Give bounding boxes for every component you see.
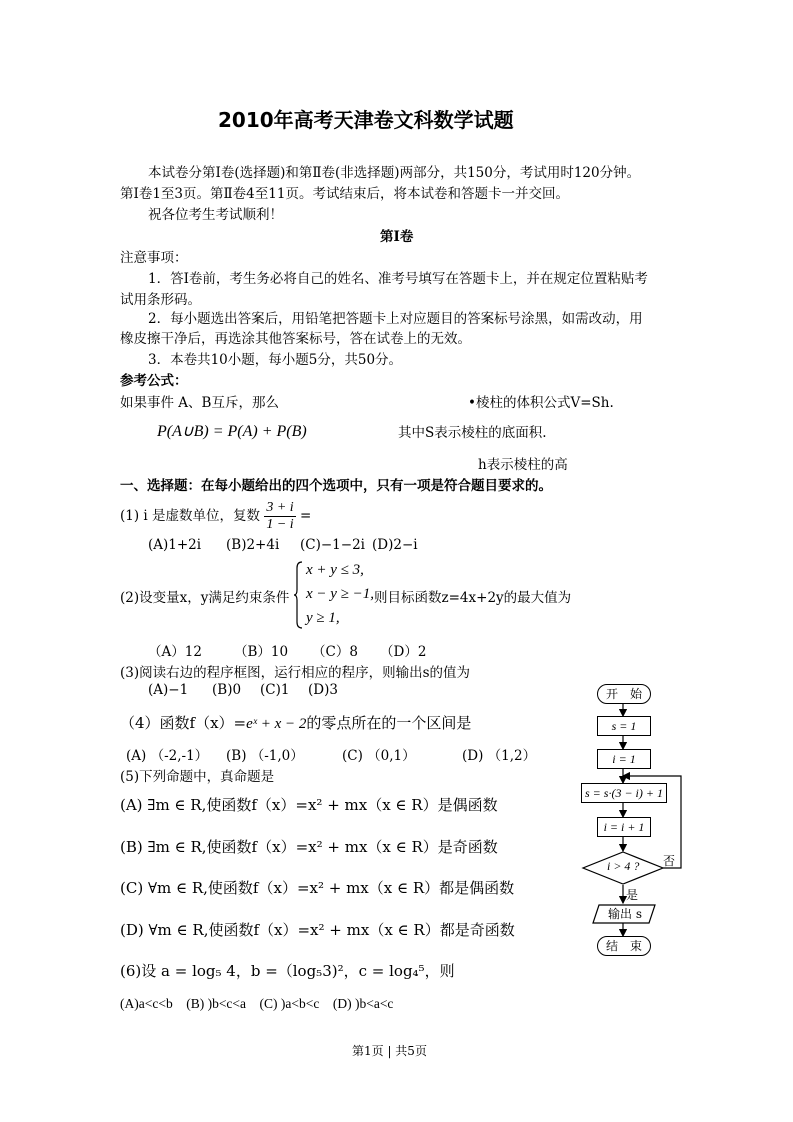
q3-option-b: (B)0: [212, 682, 242, 698]
notice-3: 3．本卷共10小题，每小题5分，共50分。: [148, 352, 403, 368]
q4-stem-b: 的零点所在的一个区间是: [306, 714, 472, 732]
q5-option-b: (B) ∃m ∈ R,使函数f（x）=x² + mx（x ∈ R）是奇函数: [120, 838, 498, 856]
q3-stem: (3)阅读右边的程序框图，运行相应的程序，则输出s的值为: [120, 665, 471, 681]
notice-heading: 注意事项：: [120, 250, 188, 266]
q1-line: [120, 500, 311, 533]
q1-stem: (1) i 是虚数单位，复数: [120, 508, 261, 524]
q1-option-b: (B)2+4i: [226, 537, 280, 553]
q5-option-c: (C) ∀m ∈ R,使函数f（x）=x² + mx（x ∈ R）都是偶函数: [120, 879, 515, 897]
page-footer: 第1页 | 共5页: [352, 1044, 427, 1058]
q3-option-d: (D)3: [308, 682, 338, 698]
flowchart-increment-i: i = i + 1: [597, 817, 651, 837]
q1-numerator: 3 + i: [266, 500, 294, 515]
q2-option-c: （C）8: [312, 644, 358, 660]
q2-stem: (2)设变量x，y满足约束条件: [120, 590, 290, 606]
notice-2a: 2．每小题选出答案后，用铅笔把答题卡上对应题目的答案标号涂黑，如需改动，用: [148, 311, 643, 327]
q4-option-d: (D) （1,2）: [462, 748, 537, 764]
notice-1a: 1．答Ⅰ卷前，考生务必将自己的姓名、准考号填写在答题卡上，并在规定位置粘贴考: [148, 271, 648, 287]
q4-option-a: (A) （-2,-1）: [126, 748, 209, 764]
q4-option-b: (B) （-1,0）: [226, 748, 304, 764]
q2-tail: 则目标函数z=4x+2y的最大值为: [374, 590, 572, 606]
flowchart-init-s: s = 1: [597, 716, 651, 736]
intro-line-2: 第Ⅰ卷1至3页。第Ⅱ卷4至11页。考试结束后，将本试卷和答题卡一并交回。: [120, 186, 569, 202]
q1-option-a: (A)1+2i: [148, 537, 202, 553]
q3-option-a: (A)−1: [148, 682, 189, 698]
q2-options: [148, 640, 426, 660]
flowchart-condition: i > 4 ?: [607, 859, 640, 873]
q1-eq: =: [299, 508, 312, 524]
q1-options: [148, 537, 418, 553]
notice-2b: 橡皮擦干净后，再选涂其他答案标号，答在试卷上的无效。: [120, 331, 471, 347]
q6-stem: (6)设 a = log₅ 4，b =（log₅3)²，c = log₄⁵，则: [120, 962, 455, 980]
q2-option-b: （B）10: [234, 644, 289, 660]
q2-constraint-1: x + y ≤ 3,: [306, 562, 364, 578]
q5-option-a: (A) ∃m ∈ R,使函数f（x）=x² + mx（x ∈ R）是偶函数: [120, 796, 498, 814]
q1-option-d: (D)2−i: [372, 537, 418, 553]
section-heading: 第Ⅰ卷: [380, 229, 414, 245]
flowchart-no-label: 否: [663, 854, 676, 868]
q4-options: [126, 744, 536, 764]
q1-denominator: 1 − i: [266, 517, 294, 532]
q1-fraction: [264, 500, 295, 533]
q4-option-c: (C) （0,1）: [342, 748, 416, 764]
formula-heading: 参考公式：: [120, 373, 188, 389]
part1-heading: 一、选择题：在每小题给出的四个选项中，只有一项是符合题目要求的。: [120, 478, 552, 494]
q5-option-d: (D) ∀m ∈ R,使函数f（x）=x² + mx（x ∈ R）都是奇函数: [120, 921, 515, 939]
q2-constraint-3: y ≥ 1,: [306, 610, 340, 626]
q4-stem-a: （4）函数f（x）=: [120, 714, 247, 732]
q5-stem: (5)下列命题中，真命题是: [120, 769, 275, 785]
q4-expr: eˣ + x − 2: [246, 716, 307, 732]
flowchart-init-i: i = 1: [597, 749, 651, 769]
q4-line: [120, 712, 471, 733]
flowchart-output: 输出 s: [608, 907, 642, 921]
notice-1b: 试用条形码。: [120, 292, 201, 308]
formula-equation: P(A∪B) = P(A) + P(B): [157, 423, 307, 440]
q2-option-a: （A）12: [148, 644, 202, 660]
q3-options: [148, 682, 338, 698]
flowchart-start: 开 始: [597, 684, 651, 704]
flowchart-end: 结 束: [597, 936, 651, 956]
q1-option-c: (C)−1−2i: [300, 537, 365, 553]
formula-s: 其中S表示棱柱的底面积.: [398, 425, 547, 441]
q6-options: (A)a<c<b (B) )b<c<a (C) )a<b<c (D) )b<a<c: [120, 996, 394, 1011]
q2-constraint-2: x − y ≥ −1,: [306, 586, 375, 602]
q3-option-c: (C)1: [260, 682, 290, 698]
formula-right: •棱柱的体积公式V=Sh.: [468, 395, 614, 411]
formula-left: 如果事件 A、B互斥，那么: [120, 395, 279, 411]
page-title: 2010年高考天津卷文科数学试题: [218, 108, 514, 132]
intro-line-1: 本试卷分第Ⅰ卷(选择题)和第Ⅱ卷(非选择题)两部分，共150分，考试用时120分钟。: [148, 165, 641, 181]
formula-h: h表示棱柱的高: [478, 457, 568, 473]
flowchart-update-s: s = s·(3 − i) + 1: [581, 783, 667, 803]
intro-line-3: 祝各位考生考试顺利！: [148, 207, 283, 223]
q2-brace: [294, 560, 304, 630]
q2-option-d: （D）2: [380, 644, 427, 660]
flowchart-yes-label: 是: [626, 888, 639, 902]
